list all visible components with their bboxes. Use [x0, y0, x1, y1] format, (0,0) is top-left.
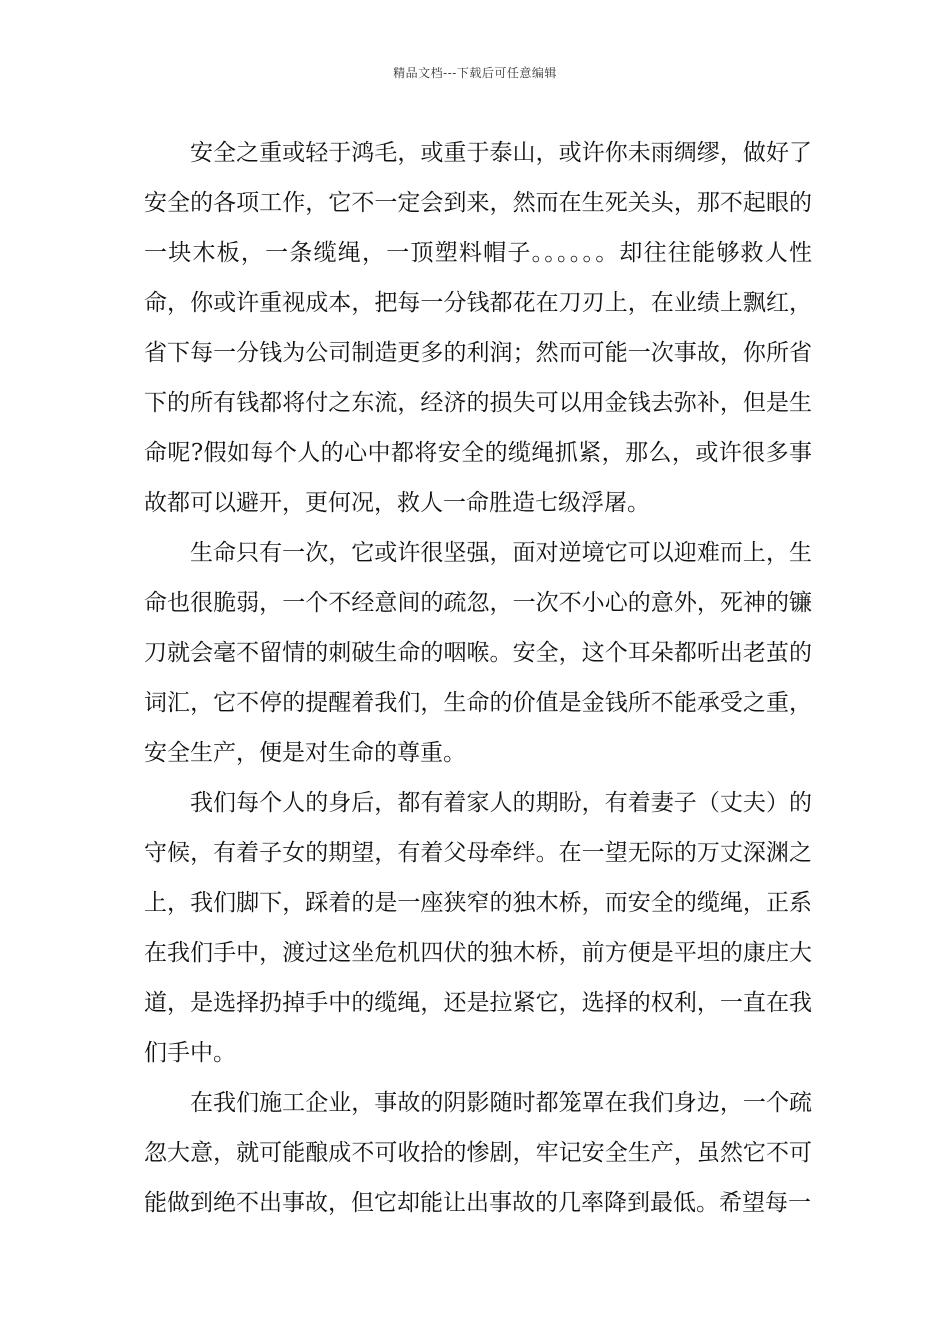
paragraph-2: 生命只有一次，它或许很坚强，面对逆境它可以迎难而上，生命也很脆弱，一个不经意间的疏忽，一次不小心的意外，死神的镰刀就会毫不留情的刺破生命的咽喉。安全，这个耳朵都听出老茧的词汇，它不停的提醒着我们，生命的价值是金钱所不能承受之重，安全生产，便是对生命的尊重。 — [144, 540, 812, 766]
paragraph-4: 在我们施工企业，事故的阴影随时都笼罩在我们身边，一个疏忽大意，就可能酿成不可收拾的惨剧，牢记安全生产，虽然它不可能做到绝不出事故，但它却能让出事故的几率降到最低。希望每一 — [144, 1090, 812, 1216]
document-body — [144, 128, 812, 1228]
paragraph-3: 我们每个人的身后，都有着家人的期盼，有着妻子（丈夫）的守候，有着子女的期望，有着父母牵绊。在一望无际的万丈深渊之上，我们脚下，踩着的是一座狭窄的独木桥，而安全的缆绳，正系在我们手中，渡过这坐危机四伏的独木桥，前方便是平坦的康庄大道，是选择扔掉手中的缆绳，还是拉紧它，选择的权利，一直在我们手中。 — [144, 790, 812, 1066]
paragraph-1: 安全之重或轻于鸿毛，或重于泰山，或许你未雨绸缪，做好了安全的各项工作，它不一定会到来，然而在生死关头，那不起眼的一块木板，一条缆绳，一顶塑料帽子。。。。。。却往往能够救人性命，你或许重视成本，把每一分钱都花在刀刃上，在业绩上飘红，省下每一分钱为公司制造更多的利润；然而可能一次事故，你所省下的所有钱都将付之东流，经济的损失可以用金钱去弥补，但是生命呢?假如每个人的心中都将安全的缆绳抓紧，那么，或许很多事故都可以避开，更何况，救人一命胜造七级浮屠。 — [144, 140, 812, 516]
page-header: 精品文档---下载后可任意编辑 — [393, 66, 557, 80]
